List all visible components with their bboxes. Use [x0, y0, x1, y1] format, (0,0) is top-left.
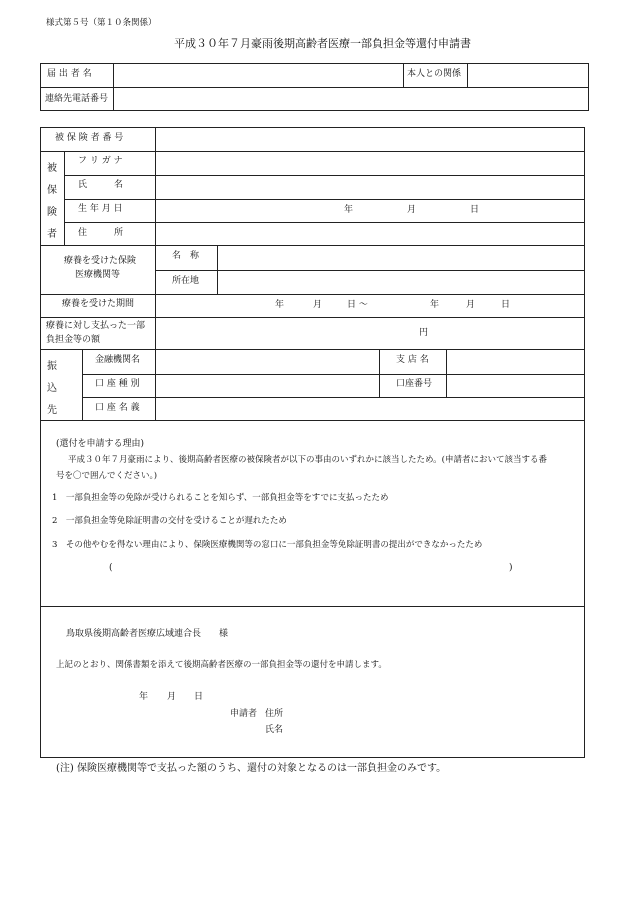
furigana-field[interactable]	[156, 152, 584, 174]
birth-month-unit: 月	[407, 205, 417, 215]
birth-date-field[interactable]	[156, 200, 584, 222]
bank-name-label: 金融機関名	[95, 355, 141, 365]
institution-name-field[interactable]	[218, 246, 584, 269]
amount-unit: 円	[419, 328, 429, 338]
applicant-name-label: 届 出 者 名	[47, 69, 92, 79]
amount-label-line1: 療養に対し支払った一部	[46, 321, 146, 331]
period-to-month: 月	[466, 300, 476, 310]
reason-intro-line2: 号を〇で囲んでください。)	[56, 471, 158, 481]
branch-name-label: 支 店 名	[396, 355, 429, 365]
divider	[64, 151, 65, 245]
period-from-month: 月	[313, 300, 323, 310]
institution-label-line1: 療養を受けた保険	[64, 256, 137, 266]
period-to-year: 年	[430, 300, 440, 310]
applicant-name-field[interactable]	[114, 64, 402, 86]
page-title: 平成３０年７月豪雨後期高齢者医療一部負担金等還付申請書	[174, 37, 471, 50]
relation-label: 本人との関係	[407, 69, 462, 79]
branch-name-field[interactable]	[447, 350, 584, 373]
reason-paren-open: (	[109, 563, 113, 573]
institution-location-field[interactable]	[218, 271, 584, 293]
footnote: (注) 保険医療機関等で支払った額のうち、還付の対象となるのは一部負担金のみです。	[56, 763, 447, 774]
relation-field[interactable]	[468, 64, 588, 86]
insured-address-field[interactable]	[156, 223, 584, 244]
period-label: 療養を受けた期間	[62, 299, 135, 309]
institution-name-label: 名 称	[172, 251, 200, 261]
addressee: 鳥取県後期高齢者医療広域連合長 様	[66, 629, 229, 639]
divider	[40, 606, 585, 607]
declaration-statement: 上記のとおり、関係書類を添えて後期高齢者医療の一部負担金等の還付を申請します。	[56, 660, 387, 670]
period-field[interactable]	[156, 295, 584, 316]
divider	[40, 420, 585, 421]
insured-number-label: 被 保 険 者 番 号	[55, 133, 124, 143]
reason-paren-close: )	[509, 563, 513, 573]
account-number-field[interactable]	[447, 375, 584, 396]
reason-heading: (還付を申請する理由)	[56, 439, 145, 449]
birth-date-label: 生 年 月 日	[78, 204, 123, 214]
insured-number-field[interactable]	[156, 128, 584, 150]
reason-item-1[interactable]: 1 一部負担金等の免除が受けられることを知らず、一部負担金等をすでに支払ったため	[52, 493, 389, 503]
divider	[403, 63, 404, 87]
divider	[379, 349, 380, 397]
date-year-unit: 年	[139, 692, 149, 702]
applicant-address-label: 住所	[265, 709, 284, 719]
bank-name-field[interactable]	[156, 350, 378, 373]
period-from-day: 日 ～	[347, 300, 368, 310]
name-label: 氏 名	[78, 180, 124, 190]
birth-day-unit: 日	[470, 205, 480, 215]
reason-intro-line1: 平成３０年７月豪雨により、後期高齢者医療の被保険者が以下の事由のいずれかに該当したため。(申請者において該当する番	[68, 455, 547, 465]
applicant-signature-label: 申請者	[230, 709, 258, 719]
amount-label-line2: 負担金等の額	[46, 335, 101, 345]
phone-label: 連絡先電話番号	[45, 94, 109, 104]
institution-location-label: 所在地	[172, 276, 200, 286]
account-holder-label: 口 座 名 義	[95, 403, 140, 413]
amount-field[interactable]	[156, 318, 584, 348]
birth-year-unit: 年	[344, 205, 354, 215]
date-month-unit: 月	[167, 692, 177, 702]
furigana-label: フ リ ガ ナ	[78, 156, 123, 166]
institution-label-line2: 医療機関等	[75, 270, 121, 280]
applicant-signature-name-field[interactable]	[290, 722, 570, 738]
address-label: 住 所	[78, 228, 124, 238]
reason-item-3[interactable]: 3 その他やむを得ない理由により、保険医療機関等の窓口に一部負担金等免除証明書の提出ができなかったため	[52, 540, 483, 550]
transfer-side-label: 振 込 先	[47, 361, 57, 416]
account-type-label: 口 座 種 別	[95, 379, 140, 389]
phone-field[interactable]	[114, 88, 588, 110]
other-reason-field[interactable]	[120, 560, 504, 578]
account-number-label: 口座番号	[396, 379, 433, 389]
reason-item-2[interactable]: 2 一部負担金等免除証明書の交付を受けることが遅れたため	[52, 516, 287, 526]
account-type-field[interactable]	[156, 375, 378, 396]
period-from-year: 年	[275, 300, 285, 310]
account-holder-field[interactable]	[156, 398, 584, 419]
date-day-unit: 日	[194, 692, 204, 702]
applicant-signature-name-label: 氏名	[265, 725, 284, 735]
insured-name-field[interactable]	[156, 176, 584, 198]
form-number: 様式第５号（第１０条関係）	[46, 18, 157, 28]
period-to-day: 日	[501, 300, 511, 310]
insured-side-label: 被 保 険 者	[47, 163, 57, 240]
divider	[82, 349, 83, 420]
applicant-address-field[interactable]	[290, 706, 570, 722]
